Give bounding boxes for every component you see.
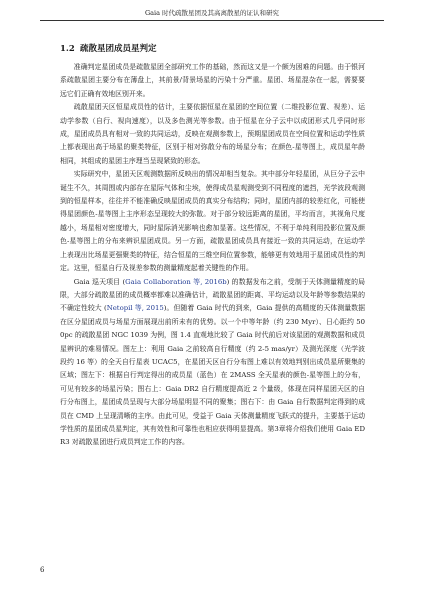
paragraph [60, 168, 365, 275]
header-rule [40, 20, 384, 21]
paragraph [60, 276, 365, 450]
paragraph-text: ) 的数据发布之前，受制于天体测量精度的局限，大部分疏散星团的成员概率都难以准确估计，疏散星团的距离、平均运动以及年龄等参数结果的不确定性较大 ( [60, 277, 365, 313]
citation-link[interactable]: Netopil 等, 2015 [106, 304, 164, 313]
paragraph-text: 疏散星团天区恒星成员性的估计，主要依据恒星在星团的空间位置（二维投影位置、视差）、运动学参数（自行、视向速度），以及多色测光等参数。由于恒星在分子云中以成团形式几乎同时形成，星团成员具有相对一致的共同运动，反映在观测参数上，预期星团成员在空间位置和运动学性质上都表现出高于场星的聚类特征，区别于相对弥散分布的场星分布；在颜色-星等图上，成员星年龄相同，其组成的星团主序理当呈现紧致的形态。 [60, 103, 365, 165]
page-number: 6 [40, 566, 45, 574]
paragraph-text: )。但随着 Gaia 时代的到来，Gaia 提供的高精度的天体测量数据在区分星团成员与场星方面展现出前所未有的优势。以一个中等年龄（约 230 Myr）、日心距约 500pc 的疏散星团 NGC 1039 为例，图 1.4 直观地比较了 Gaia 时代前后对该星团的观测数据和成员星辨识的难易情况。图左上：利用 Gaia 之前较高自行精度（约 2-5 mas/yr）及测光深度（光学波段约 16 等）的全天自行星表 UCAC5，在星团天区自行分布图上难以有效地判别出成员星所聚集的区域；图左下：根据自行判定得出的成员星（蓝色）在 2MASS 全天星表的颜色-星等图上的分布，可见有较多的场星污染；图右上：Gaia DR2 自行精度提高近 2 个量级，体现在同样星团天区的自行分布图上，星团成员呈现与大部分场星明显不同的聚集；图右下：由 Gaia 自行数据判定得到的成员在 CMD 上呈现清晰的主序。由此可见，受益于 Gaia 天体测量精度飞跃式的提升，主要基于运动学性质的星团成员星判定，其有效性和可靠性也相应获得明显提高。第3章将介绍我们使用 Gaia EDR3 对疏散星团进行成员判定工作的内容。 [60, 304, 366, 447]
paragraph-text: Gaia 巡天项目 ( [73, 277, 126, 286]
section-number: 1.2 [60, 44, 75, 54]
paragraph-text: 准确判定星团成员是疏散星团全部研究工作的基础，然而这又是一个颇为困难的问题。由于银河系疏散星团主要分布在薄盘上，其前景/背景场星的污染十分严重。星团、场星混杂在一起，需要要远它们正确有效地区别开来。 [60, 63, 365, 98]
running-header: Gaia 时代疏散星团及其高离散星的证认和研究 [144, 9, 280, 17]
section-heading [60, 44, 157, 55]
paragraph [60, 101, 365, 168]
section-title: 疏散星团成员星判定 [80, 44, 157, 54]
body-text [60, 61, 365, 450]
paragraph [60, 61, 365, 101]
citation-link[interactable]: Gaia Collaboration 等, 2016b [125, 277, 227, 286]
paragraph-text: 实际研究中，星团天区观测数据所反映出的情况却相当复杂。其中部分年轻星团，从巨分子云中诞生不久，其周围或内部存在星际气体和尘埃，使得成员星观测受到不同程度的遮挡，光学波段观测到的恒星样本，往往并不能准确反映星团成员的真实分布结构；同时，星团内部的较差红化，可能使得星团颜色-星等图上主序形态呈现较大的弥散。对于部分较远距离的星团，平均而言，其视角尺度越小，场星相对密度增大，同时星际消光影响也愈加显著。这些情况，不利于单纯利用投影位置及颜色-星等图上的分布来辨识星团成员。另一方面，疏散星团成员具有接近一致的共同运动，在运动学上表现出比场星更强聚类的特征，结合恒星的三维空间位置参数，能够更有效地用于星团成员性的判定。这里，恒星自行及视差参数的测量精度起着关键性的作用。 [60, 170, 365, 273]
